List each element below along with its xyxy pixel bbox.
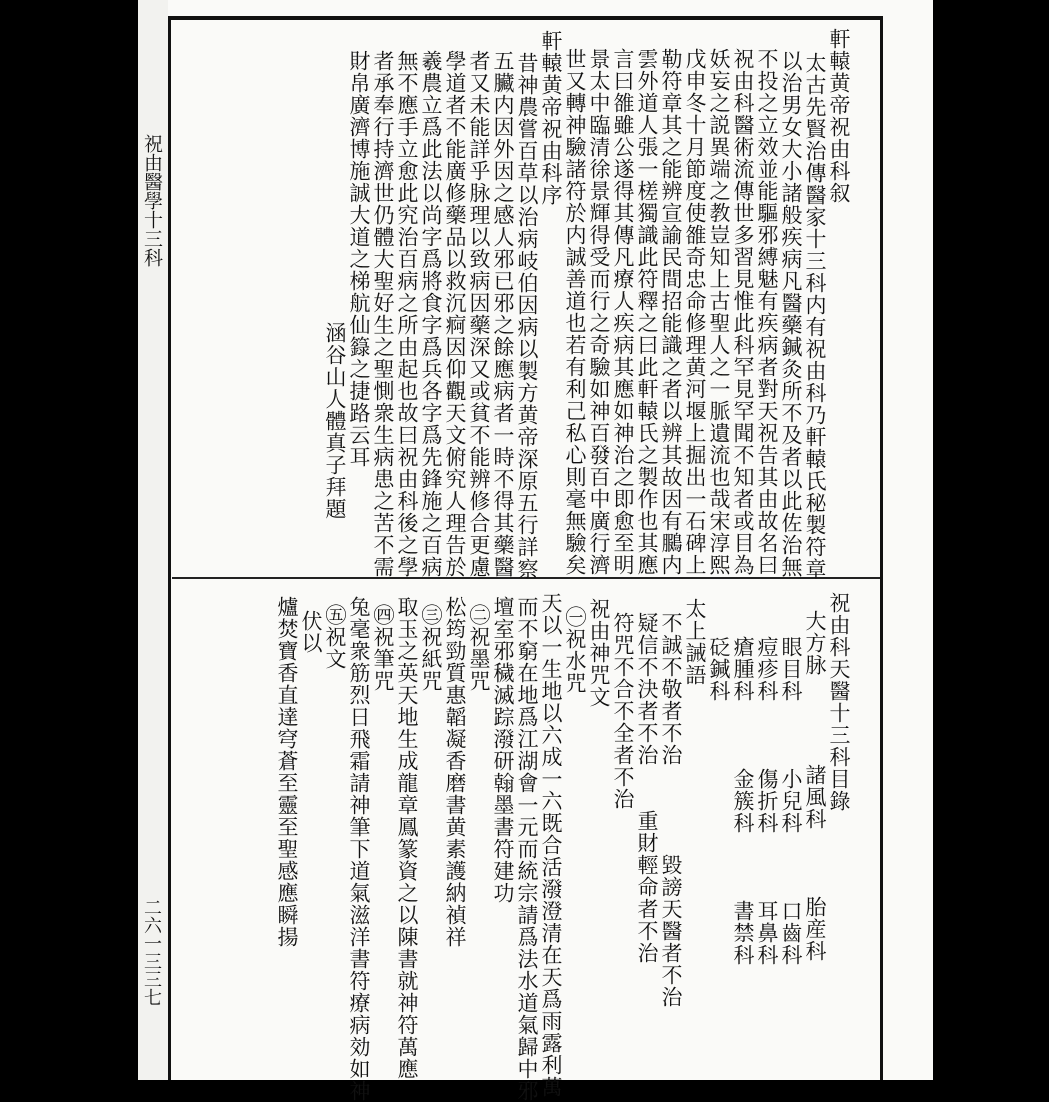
- preface-column: 妖妄之説異端之教豈知上古聖人之一脈遺流也哉宋淳熙: [707, 48, 731, 576]
- preface-column: 無不應手立愈此究治百病之所由起也故曰祝由科後之學: [395, 50, 419, 578]
- preface-column: 祝由科醫術流傳世多習見惟此科罕見罕聞不知者或目為: [731, 48, 755, 576]
- preface-column: 世又轉神驗諸符於内誠善道也若有利己私心則毫無驗矣: [563, 48, 587, 576]
- preface-heading: 軒轅黄帝祝由科序: [539, 30, 563, 206]
- contents-column: 瘡腫科 金簇科 書禁科: [731, 636, 755, 966]
- preface-column: 言曰雒雖公遂得其傳凡療人疾病其應如神治之即愈至明: [611, 48, 635, 576]
- contents-column: ㊄祝文: [323, 604, 347, 670]
- contents-column: ㊀祝水咒: [563, 606, 587, 694]
- contents-column: 砭鍼科: [707, 636, 731, 702]
- preface-heading: 軒轅黄帝祝由科叙: [827, 28, 851, 204]
- preface-column: 太古先賢治傳醫家十三科内有祝由科乃軒轅氏秘製符章: [803, 52, 827, 580]
- contents-column: 痘疹科 傷折科 耳鼻科: [755, 636, 779, 966]
- preface-column: 雲外道人張一槎獨識此符釋之曰此軒轅氏之製作也其應: [635, 48, 659, 576]
- preface-column: 者又未能詳乎脉理以致病因藥深又或貧不能辨修合更慮: [467, 50, 491, 578]
- preface-column: 不投之立效並能驅邪縛魅有疾病者對天祝告其由故名曰: [755, 48, 779, 576]
- contents-column: ㊃祝筆咒: [371, 604, 395, 692]
- preface-column: 勒符章其之能辨宣諭民間招能識之者以辨其故因有鵩内: [659, 48, 683, 576]
- preface-column: 昔神農嘗百草以治病岐伯因病以製方黄帝深原五行詳察: [515, 52, 539, 580]
- contents-column: 不誠不敬者不治 毀謗天醫者不治: [659, 612, 683, 1008]
- preface-column: 五臟内因外因之感人邪已邪之餘應病者一時不得其藥醫: [491, 50, 515, 578]
- contents-column: 爐焚寶香直達穹蒼至靈至聖感應瞬揚: [275, 596, 299, 948]
- preface-signature: 涵谷山人體真子拜題: [323, 322, 347, 520]
- contents-heading: 祝由神咒文: [587, 598, 611, 708]
- contents-heading: 祝由科天醫十三科目錄: [827, 592, 851, 812]
- contents-column: 眼目科 小兒科 口齒科: [779, 636, 803, 966]
- running-title: 祝由醫學十三科: [141, 134, 163, 267]
- contents-column: 松筠勁質惠韜凝香磨書黄素護納禎祥: [443, 596, 467, 948]
- preface-column: 以治男女大小諸般疾病凡醫藥鍼灸所不及者以此佐治無: [779, 50, 803, 578]
- contents-column: ㊂祝紙咒: [419, 604, 443, 692]
- contents-column: 疑信不決者不治 重財輕命者不治: [635, 612, 659, 964]
- contents-column: 大方脉 諸風科 胎産科: [803, 610, 827, 962]
- preface-column: 戊申冬十月節度使雒奇忠命修理黄河堰上掘出一石碑上: [683, 48, 707, 576]
- contents-column: 符咒不合不全者不治: [611, 612, 635, 810]
- contents-column: ㊁祝墨咒: [467, 604, 491, 692]
- preface-column: 財帛廣濟博施誠大道之梯航仙籙之捷路云耳: [347, 50, 371, 468]
- preface-column: 景太中臨清徐景輝得受而行之奇驗如神百發百中廣行濟: [587, 48, 611, 576]
- contents-column: 而不窮在地爲江湖會一元而統宗請爲法水道氣歸中邪: [515, 596, 539, 1102]
- frame-border-top: [168, 16, 883, 20]
- preface-column: 者承奉行持濟世仍體大聖好生之聖惻衆生病患之苦不需: [371, 50, 395, 578]
- contents-column: 取玉之英天地生成龍章鳳篆資之以陳書就神符萬應: [395, 596, 419, 1080]
- page-number: 二六一三三七: [141, 898, 162, 1006]
- frame-border-right: [880, 16, 883, 1080]
- contents-column: 太上誡語: [683, 598, 707, 686]
- contents-column: 伏以: [299, 610, 323, 654]
- frame-border-left: [168, 16, 171, 1080]
- contents-column: 壇室邪穢滅踪潑研翰墨書符建功: [491, 596, 515, 904]
- contents-column: 兔毫衆筋烈日飛霜請神筆下道氣滋洋書符療病効如神: [347, 596, 371, 1102]
- preface-column: 學道者不能廣修藥品以救沉痾因仰觀天文俯究人理告於: [443, 50, 467, 578]
- scanned-page: [138, 0, 933, 1102]
- preface-column: 羲農立爲此法以尚字爲將食字爲兵各字爲先鋒施之百病: [419, 50, 443, 578]
- contents-column: 天以一生地以六成一六既合活潑澄清在天爲雨露利萬: [539, 592, 563, 1098]
